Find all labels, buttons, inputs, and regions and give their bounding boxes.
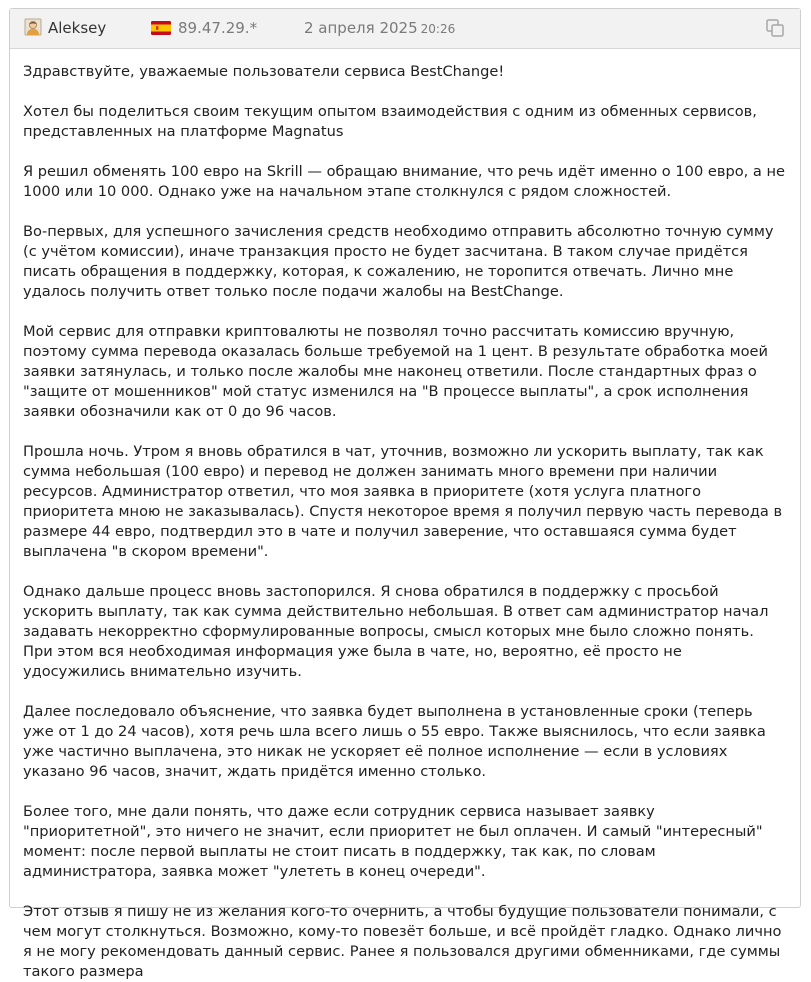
review-paragraph: Этот отзыв я пишу не из желания кого-то очернить, а чтобы будущие пользователи понимали, с чем могут столкнуться. Возможно, кому-то повезёт больше, и всё пройдёт гладко. Однако лично я не могу рекомендовать данный сервис. Ранее я пользовался другими обменниками, где суммы такого размера <box>23 903 782 980</box>
review-paragraph: Далее последовало объяснение, что заявка будет выполнена в установленные сроки (теперь уже от 1 до 24 часов), хотя речь шла всего лишь о 55 евро. Также выяснилось, что если заявка уже частично выплачена, это никак не ускоряет её полное исполнение — если в условиях указано 96 часов, значит, ждать придётся именно столько. <box>23 703 766 780</box>
copy-icon[interactable] <box>765 18 785 38</box>
review-body <box>10 49 800 982</box>
review-paragraph: Я решил обменять 100 евро на Skrill — обращаю внимание, что речь идёт именно о 100 евро, а не 1000 или 10 000. Однако уже на начальном этапе столкнулся с рядом сложностей. <box>23 163 786 200</box>
review-date-value: 2 апреля 2025 <box>304 19 418 37</box>
review-paragraph: Прошла ночь. Утром я вновь обратился в чат, уточнив, возможно ли ускорить выплату, так как сумма небольшая (100 евро) и перевод не должен занимать много времени при наличии ресурсов. Администратор ответил, что моя заявка в приоритете (хотя услуга платного приоритета мною не заказывалась). Спустя некоторое время я получил первую часть перевода в размере 44 евро, подтвердил это в чате и получил заверение, что оставшаяся сумма будет выплачена "в скором времени". <box>23 443 783 560</box>
review-paragraph: Более того, мне дали понять, что даже если сотрудник сервиса называет заявку "приоритетной", это ничего не значит, если приоритет не был оплачен. И самый "интересный" момент: после первой выплаты не стоит писать в поддержку, так как, по словам администратора, заявка может "улететь в конец очереди". <box>23 803 763 880</box>
review-paragraph: Во-первых, для успешного зачисления средств необходимо отправить абсолютно точную сумму (с учётом комиссии), иначе транзакция просто не будет засчитана. В таком случае придётся писать обращения в поддержку, которая, к сожалению, не торопится отвечать. Лично мне удалось получить ответ только после подачи жалобы на BestChange. <box>23 223 774 300</box>
author-name[interactable]: Aleksey <box>48 19 107 37</box>
user-avatar-icon <box>24 18 42 36</box>
review-time: 20:26 <box>420 22 456 36</box>
review-card <box>9 8 801 980</box>
review-date <box>304 19 455 38</box>
review-header <box>10 9 800 49</box>
review-paragraph: Хотел бы поделиться своим текущим опытом взаимодействия с одним из обменных сервисов, представленных на платформе Magnatus <box>23 103 757 140</box>
ip-address: 89.47.29.* <box>178 19 258 37</box>
review-paragraph: Однако дальше процесс вновь застопорился. Я снова обратился в поддержку с просьбой ускорить выплату, так как сумма действительно небольшая. В ответ сам администратор начал задавать некорректно сформулированные вопросы, смысл которых мне было сложно понять. При этом вся необходимая информация уже была в чате, но, вероятно, её просто не удосужились внимательно изучить. <box>23 583 769 680</box>
review-paragraph: Здравствуйте, уважаемые пользователи сервиса BestChange! <box>23 63 505 80</box>
review-paragraph: Мой сервис для отправки криптовалюты не позволял точно рассчитать комиссию вручную, поэтому сумма перевода оказалась больше требуемой на 1 цент. В результате обработка моей заявки затянулась, и только после жалобы мне наконец ответили. После стандартных фраз о "защите от мошенников" мой статус изменился на "В процессе выплаты", а срок исполнения заявки обозначили как от 0 до 96 часов. <box>23 323 769 420</box>
spain-flag-icon <box>151 21 171 35</box>
